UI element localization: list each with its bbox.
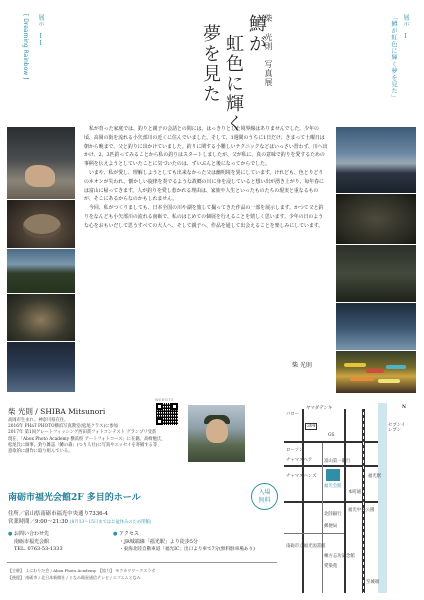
essay-paragraph: 今回、私がつくりましても、日本全国の川や湖を旅して撮ってきた作品の一部を展示します。かつて父と釣りをなんども小矢部川の流れる南砺で、私のはじめての個展を行えることを嬉しく思います。少年の日のような心をおもいだして思うすべての大人へ、そして親子へ、作品を通して出会えることを楽しみにしています。 xyxy=(84,205,324,229)
essay-paragraph: 私が育った家庭では、釣りと親子の会話との間には、はっきりとした境界線はありませんでした。少年の頃、高岡の街を流れる小矢部川の近くに住んでいました。そして、1週間のうちに1日だけ、きまって土曜日は朝から晩まで、父と釣りに出かけていました。釣りに関する小難しいテクニックなどはいっさい習わず、川へ出かけ、2、3匹釣ってみることから私の釣りはスタートしましたが、父が私に、真の意味で釣りを愛するための事柄を伝えようとしていたことに気づいたのは、ずいぶんと後になってからでした。 xyxy=(84,126,328,168)
photo-mountain-lake xyxy=(7,249,75,293)
contact-section: ● お問い合わせ先 南砺市福光会館 TEL. 0763-53-1333 xyxy=(8,531,63,552)
website-qr-code[interactable] xyxy=(156,403,178,425)
main-title-line1: 鱒が xyxy=(246,14,267,54)
author-exhibition-title: 柴 光則 写真展 xyxy=(264,14,273,87)
photo-dusk-river xyxy=(7,342,75,392)
photo-photographer-portrait xyxy=(188,405,245,462)
website-label: WEBSITE xyxy=(155,398,175,402)
essay-paragraph: いまや、私が愛し、理解しようとしても出来なかった父は幽明境を異にしています。けれども、色とりどりのネオンが失われ、懐かしい旋律を奏でるような故郷の川に身を浸していると想い出が湧き上がり、毎年春には富山に帰ってきます。人が釣りを愛し惹かれる理由は、家族や人生といったものたちの現実と重なるものが、そこにあるからなのかもしれません。 xyxy=(84,169,324,203)
phone-icon: ● xyxy=(8,531,13,537)
main-title-line2: 虹色に輝く xyxy=(223,34,244,134)
river xyxy=(378,403,387,593)
access-icon: ● xyxy=(113,531,118,537)
photo-trout-closeup xyxy=(336,194,416,244)
essay-signature: 柴 光則 xyxy=(292,362,312,369)
photo-trout-spots xyxy=(336,245,416,302)
venue-hours: 営業時間／9:00〜21:30 (8月13〜15日まではお盆休みのため閉館) xyxy=(8,519,152,525)
venue-marker xyxy=(326,469,340,481)
footer-divider xyxy=(7,562,277,563)
photo-sunset-lake xyxy=(336,127,416,193)
railway-line xyxy=(362,409,365,593)
photo-angler-hand xyxy=(7,127,75,199)
photo-fishing-net xyxy=(7,294,75,341)
profile-bio: 高岡市生まれ。神奈川県在住。 2016年 PHaT PHOTO横浜写真教室(松尾クラス)に参加 2017年 第1回グレートフィッシング西田賞フォトコンテスト グランプリ受賞 現在、「Abox Photo Academy 横浜校 アートフォトコース」に在籍。高崎勉氏、 松尾氏に師事。釣り雑誌「鱒の森」(つり人社)に写真やエッセイを寄稿する等、 意欲的に創作に取り組んでいる。 xyxy=(8,418,166,455)
profile-name: 柴 光則 / SHIBA Mitsunori xyxy=(8,407,106,416)
photo-night-shore xyxy=(336,303,416,350)
series-left-en: [ Dreaming Rainbow ] xyxy=(22,14,29,80)
access-map: バロー ヤマダデンキ GS セブンイレブン ローソン チャマスヘア 富山第一銀行 福光会館 福光駅 本町通り チャマスハンズ 北陸銀行 郵便局 福光中央公園 南砺市立福光図書館 棟方志功記念館 愛染苑 N 304 至城端 xyxy=(282,403,417,593)
venue-address: 住所／富山県南砺市福光中央通り7336-4 xyxy=(8,511,108,517)
north-arrow: N xyxy=(402,405,407,410)
series-right-jp: 展示 I xyxy=(402,14,409,40)
venue-name: 南砺市福光会館2F 多目的ホール xyxy=(8,493,141,503)
essay xyxy=(84,125,328,231)
series-right-sub: 「鱒が虹色に輝く夢を見た」 xyxy=(390,14,397,102)
access-section: ● アクセス ・JR城端線「福光駅」より徒歩5分 ・東海北陸自動車道「福光IC」出口より車で7分(無料駐車場あり) xyxy=(113,531,255,552)
main-title-line3: 夢を見た xyxy=(200,24,221,104)
free-admission-badge: 入場 無料 xyxy=(251,483,278,510)
photo-fish-in-bowl xyxy=(7,200,75,248)
series-left-jp: 展示 II xyxy=(37,14,44,47)
photo-fishing-lures xyxy=(336,351,416,393)
footer-organizers: 【主催】 よにわりだ会 / Abox Photo Academy 【協力】 モクカワワークスラボ 【後援】 南砺市 / 北日本新聞社 / となみ衛星通信テレビ / エフエムとなみ xyxy=(8,568,156,580)
